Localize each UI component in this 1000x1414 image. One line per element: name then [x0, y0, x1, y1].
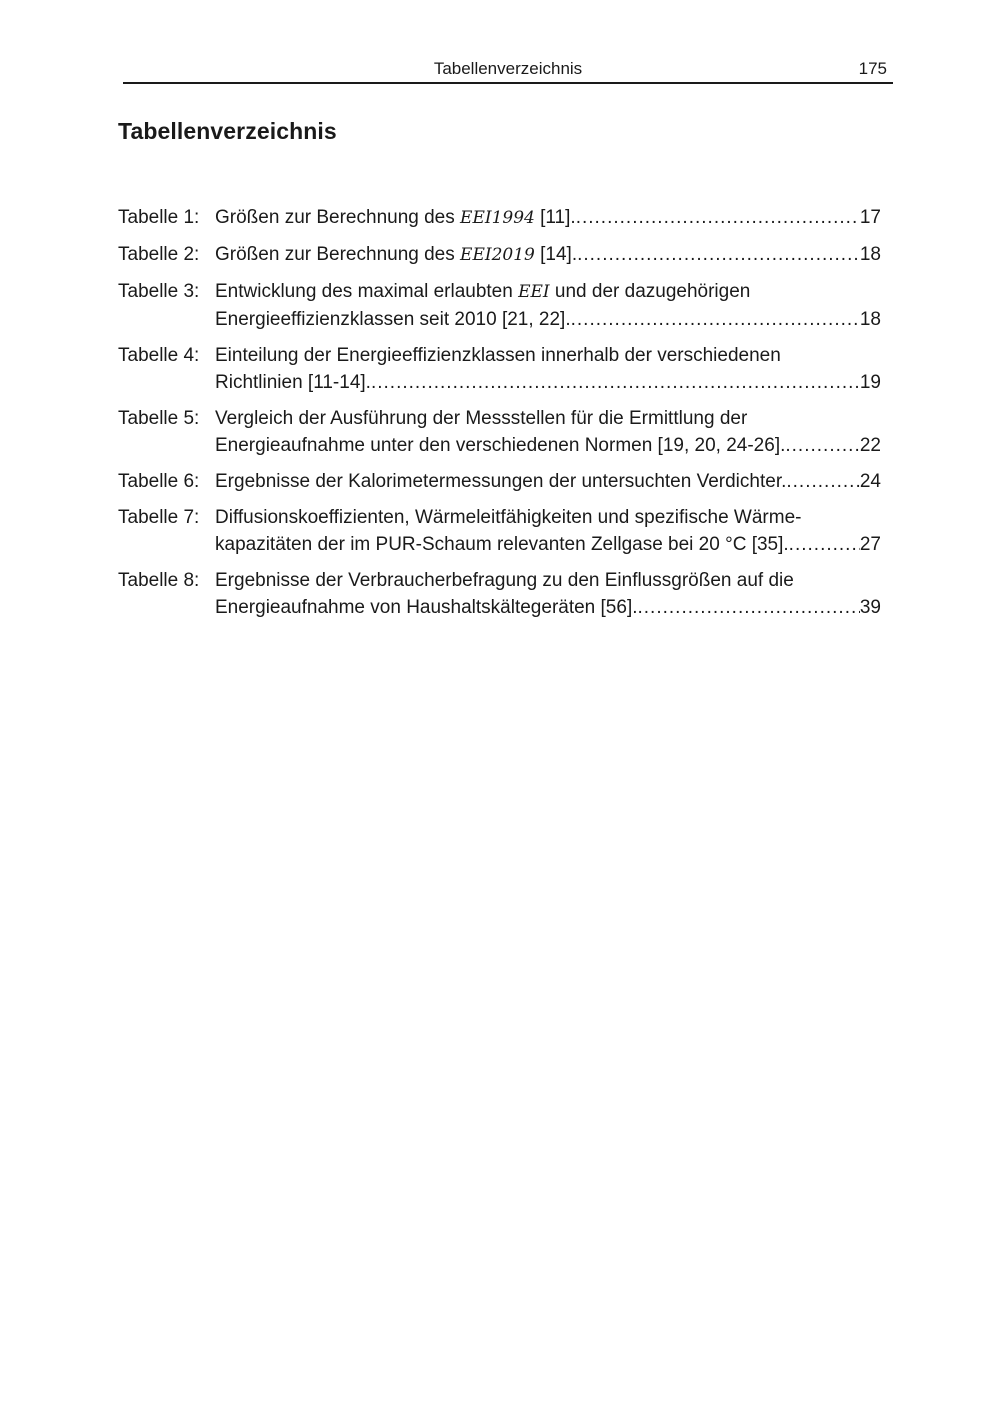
toc-entry-text: Richtlinien [11-14]. — [215, 372, 371, 393]
toc-dot-leader — [576, 204, 860, 231]
page-number: 175 — [858, 59, 887, 78]
toc-entry-page: 17 — [859, 207, 881, 228]
toc-entry-line — [215, 531, 881, 558]
toc-entry[interactable] — [118, 342, 881, 396]
table-of-contents — [118, 204, 881, 630]
toc-entry-text: Vergleich der Ausführung der Messstellen für die Ermittlung der — [215, 408, 748, 429]
toc-dot-leader — [371, 369, 860, 396]
toc-entry-page: 19 — [859, 372, 881, 393]
toc-entry-text: Energieeffizienzklassen seit 2010 [21, 22]. — [215, 309, 571, 330]
toc-entry-body — [215, 241, 881, 269]
toc-entry-line — [215, 594, 881, 621]
toc-entry-title — [215, 306, 571, 333]
toc-entry-text: Entwicklung des maximal erlaubten — [215, 281, 519, 302]
toc-entry-body — [215, 468, 881, 495]
toc-entry[interactable] — [118, 278, 881, 333]
toc-entry-text: Größen zur Berechnung des — [215, 207, 461, 228]
toc-entry-line — [215, 278, 881, 306]
toc-entry-line — [215, 306, 881, 333]
toc-entry-math: EEI — [518, 282, 550, 302]
toc-entry[interactable] — [118, 567, 881, 621]
toc-entry[interactable] — [118, 204, 881, 232]
toc-entry-body — [215, 342, 881, 396]
toc-entry-title — [215, 369, 371, 396]
toc-entry-title — [215, 204, 576, 232]
toc-entry-body — [215, 567, 881, 621]
toc-entry-text: Diffusionskoeffizienten, Wärmeleitfähigkeiten und spezifische Wärme- — [215, 507, 802, 528]
toc-dot-leader — [786, 468, 859, 495]
toc-entry-line — [215, 405, 881, 432]
toc-entry-line — [215, 504, 881, 531]
running-header — [123, 58, 893, 84]
toc-entry-label: Tabelle 4: — [118, 345, 200, 366]
running-header-title: Tabellenverzeichnis — [433, 59, 583, 78]
toc-entry-line — [215, 468, 881, 495]
toc-entry-text: Ergebnisse der Verbraucherbefragung zu den Einflussgrößen auf die — [215, 570, 794, 591]
toc-entry-body — [215, 204, 881, 232]
toc-entry-text: Größen zur Berechnung des — [215, 244, 461, 265]
toc-entry-label: Tabelle 3: — [118, 281, 200, 302]
toc-entry-page: 18 — [859, 244, 881, 265]
toc-entry-body — [215, 504, 881, 558]
toc-entry-line — [215, 204, 881, 232]
toc-entry-line — [215, 432, 881, 459]
toc-entry[interactable] — [118, 241, 881, 269]
toc-entry-label: Tabelle 5: — [118, 408, 200, 429]
toc-dot-leader — [577, 241, 860, 268]
toc-entry-page: 24 — [859, 471, 881, 492]
toc-dot-leader — [638, 594, 860, 621]
toc-entry-text: und der dazugehörigen — [549, 281, 751, 302]
toc-entry-page: 18 — [859, 309, 881, 330]
toc-entry-page: 22 — [859, 435, 881, 456]
page-title: Tabellenverzeichnis — [118, 118, 337, 144]
toc-entry-text: [14]. — [534, 244, 578, 265]
toc-entry-body — [215, 405, 881, 459]
toc-entry-math: EEI1994 — [460, 208, 535, 228]
toc-entry-title — [215, 468, 786, 495]
toc-entry-line — [215, 567, 881, 594]
toc-entry-page: 39 — [859, 597, 881, 618]
toc-entry-body — [215, 278, 881, 333]
toc-entry-label: Tabelle 8: — [118, 570, 200, 591]
toc-entry-text: Einteilung der Energieeffizienzklassen innerhalb der verschiedenen — [215, 345, 781, 366]
toc-entry-text: Ergebnisse der Kalorimetermessungen der untersuchten Verdichter. — [215, 471, 787, 492]
toc-dot-leader — [785, 432, 859, 459]
toc-entry-title — [215, 432, 785, 459]
toc-entry-label: Tabelle 6: — [118, 471, 200, 492]
toc-entry-text: [11]. — [534, 207, 576, 228]
toc-entry-text: Energieaufnahme von Haushaltskältegeräten [56]. — [215, 597, 638, 618]
toc-dot-leader — [789, 531, 860, 558]
toc-dot-leader — [571, 306, 860, 333]
toc-entry-text: kapazitäten der im PUR-Schaum relevanten Zellgase bei 20 °C [35]. — [215, 534, 789, 555]
toc-entry-label: Tabelle 1: — [118, 207, 200, 228]
toc-entry-page: 27 — [859, 534, 881, 555]
toc-entry-label: Tabelle 2: — [118, 244, 200, 265]
toc-entry[interactable] — [118, 468, 881, 495]
toc-entry-title — [215, 241, 577, 269]
toc-entry-line — [215, 369, 881, 396]
toc-entry-line — [215, 241, 881, 269]
toc-entry-line — [215, 342, 881, 369]
toc-entry-math: EEI2019 — [460, 245, 535, 265]
toc-entry-text: Energieaufnahme unter den verschiedenen Normen [19, 20, 24-26]. — [215, 435, 786, 456]
toc-entry[interactable] — [118, 504, 881, 558]
toc-entry-label: Tabelle 7: — [118, 507, 200, 528]
toc-entry[interactable] — [118, 405, 881, 459]
toc-entry-title — [215, 531, 789, 558]
toc-entry-title — [215, 594, 638, 621]
